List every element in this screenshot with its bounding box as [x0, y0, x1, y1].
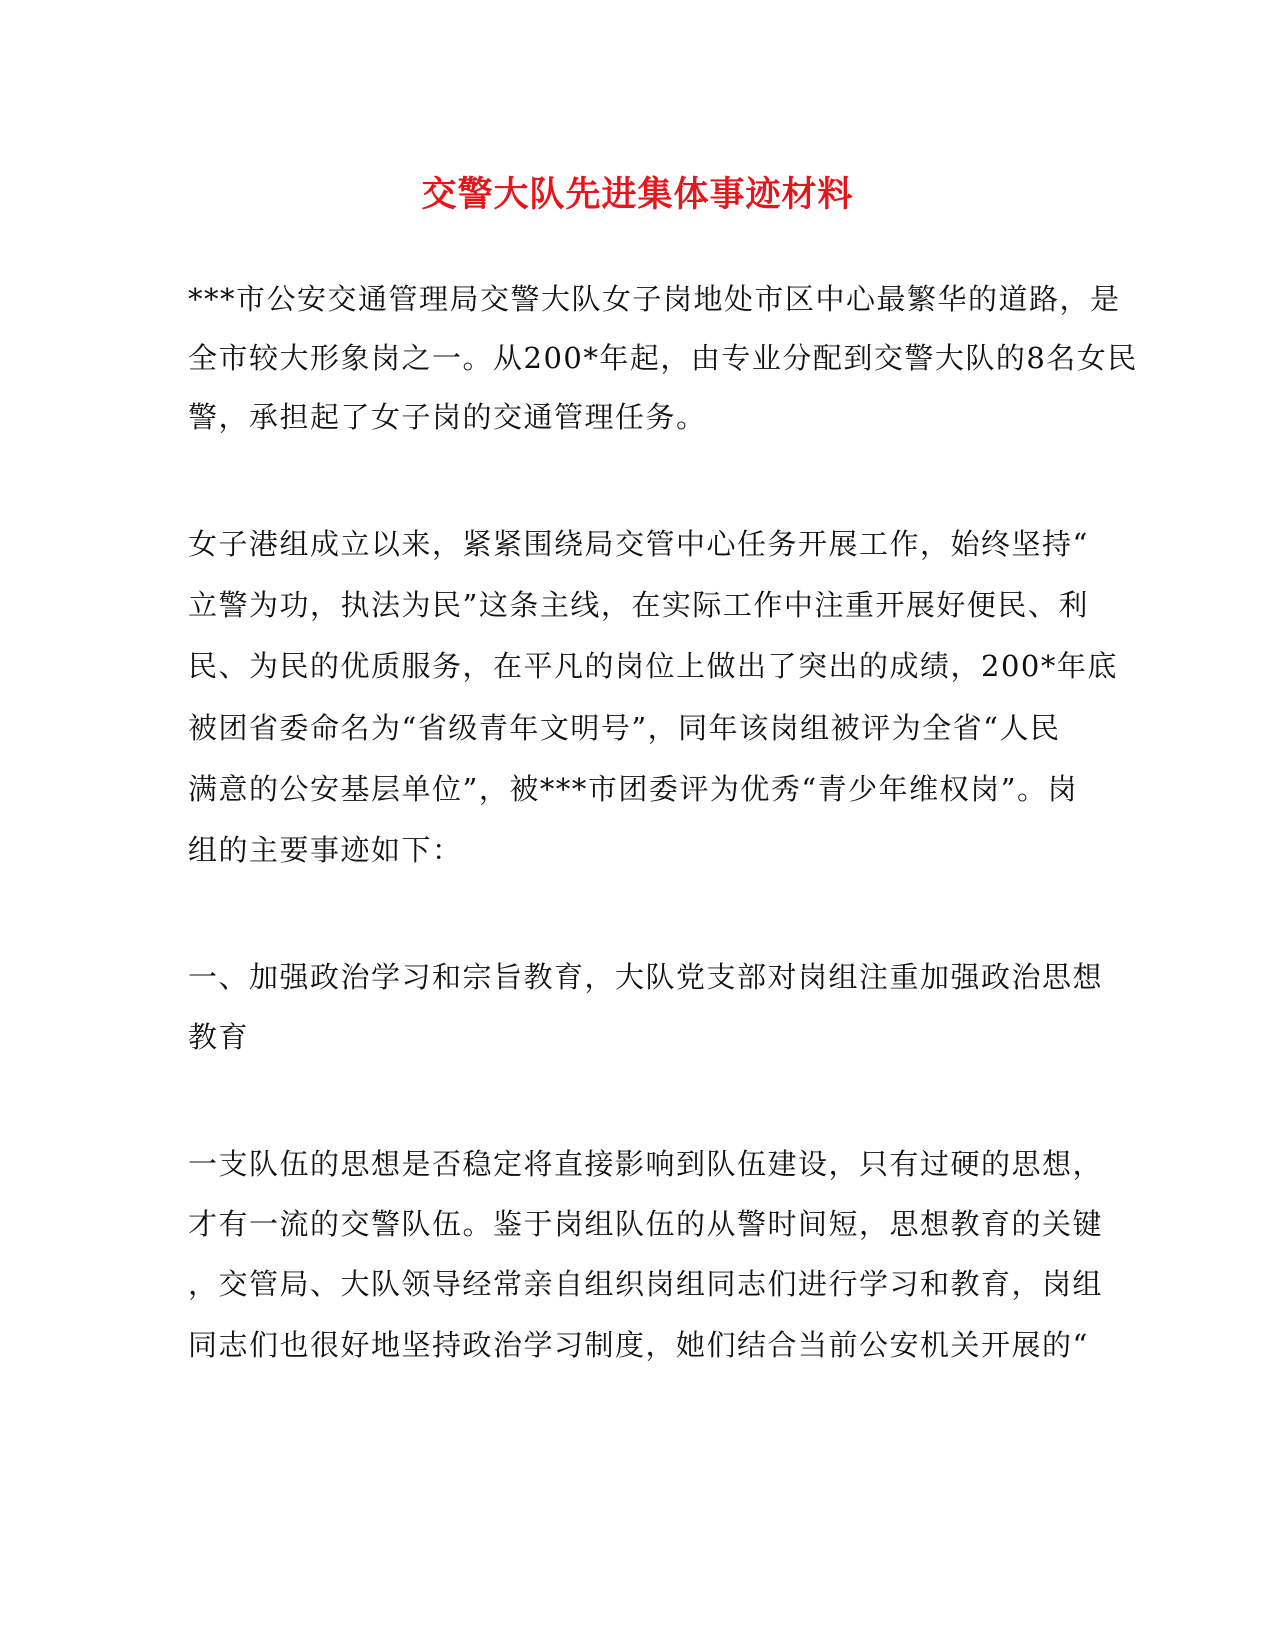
- section-heading-line-1: 一、加强政治学习和宗旨教育，大队党支部对岗组注重加强政治思想: [188, 960, 1104, 994]
- paragraph-2-line-5: 满意的公安基层单位”，被***市团委评为优秀“青少年维权岗”。岗: [188, 772, 1078, 806]
- paragraph-1-line-1: ***市公安交通管理局交警大队女子岗地处市区中心最繁华的道路，是: [188, 282, 1121, 316]
- paragraph-4-line-1: 一支队伍的思想是否稳定将直接影响到队伍建设，只有过硬的思想，: [188, 1147, 1104, 1181]
- paragraph-2-line-6: 组的主要事迹如下：: [188, 833, 463, 867]
- paragraph-2-line-1: 女子港组成立以来，紧紧围绕局交管中心任务开展工作，始终坚持“: [188, 527, 1089, 561]
- paragraph-1-line-3: 警，承担起了女子岗的交通管理任务。: [188, 400, 707, 434]
- paragraph-4-line-4: 同志们也很好地坚持政治学习制度，她们结合当前公安机关开展的“: [188, 1328, 1089, 1362]
- paragraph-4-line-2: 才有一流的交警队伍。鉴于岗组队伍的从警时间短，思想教育的关键: [188, 1207, 1104, 1241]
- paragraph-2-line-2: 立警为功，执法为民”这条主线，在实际工作中注重开展好便民、利: [188, 588, 1089, 622]
- paragraph-2-line-4: 被团省委命名为“省级青年文明号”，同年该岗组被评为全省“人民: [188, 711, 1061, 745]
- paragraph-4-line-3: ，交管局、大队领导经常亲自组织岗组同志们进行学习和教育，岗组: [188, 1267, 1104, 1301]
- paragraph-2-line-3: 民、为民的优质服务，在平凡的岗位上做出了突出的成绩，200*年底: [188, 649, 1118, 683]
- paragraph-1-line-2: 全市较大形象岗之一。从200*年起，由专业分配到交警大队的8名女民: [188, 341, 1138, 375]
- document-title: 交警大队先进集体事迹材料: [421, 174, 854, 215]
- section-heading-line-2: 教育: [188, 1020, 250, 1054]
